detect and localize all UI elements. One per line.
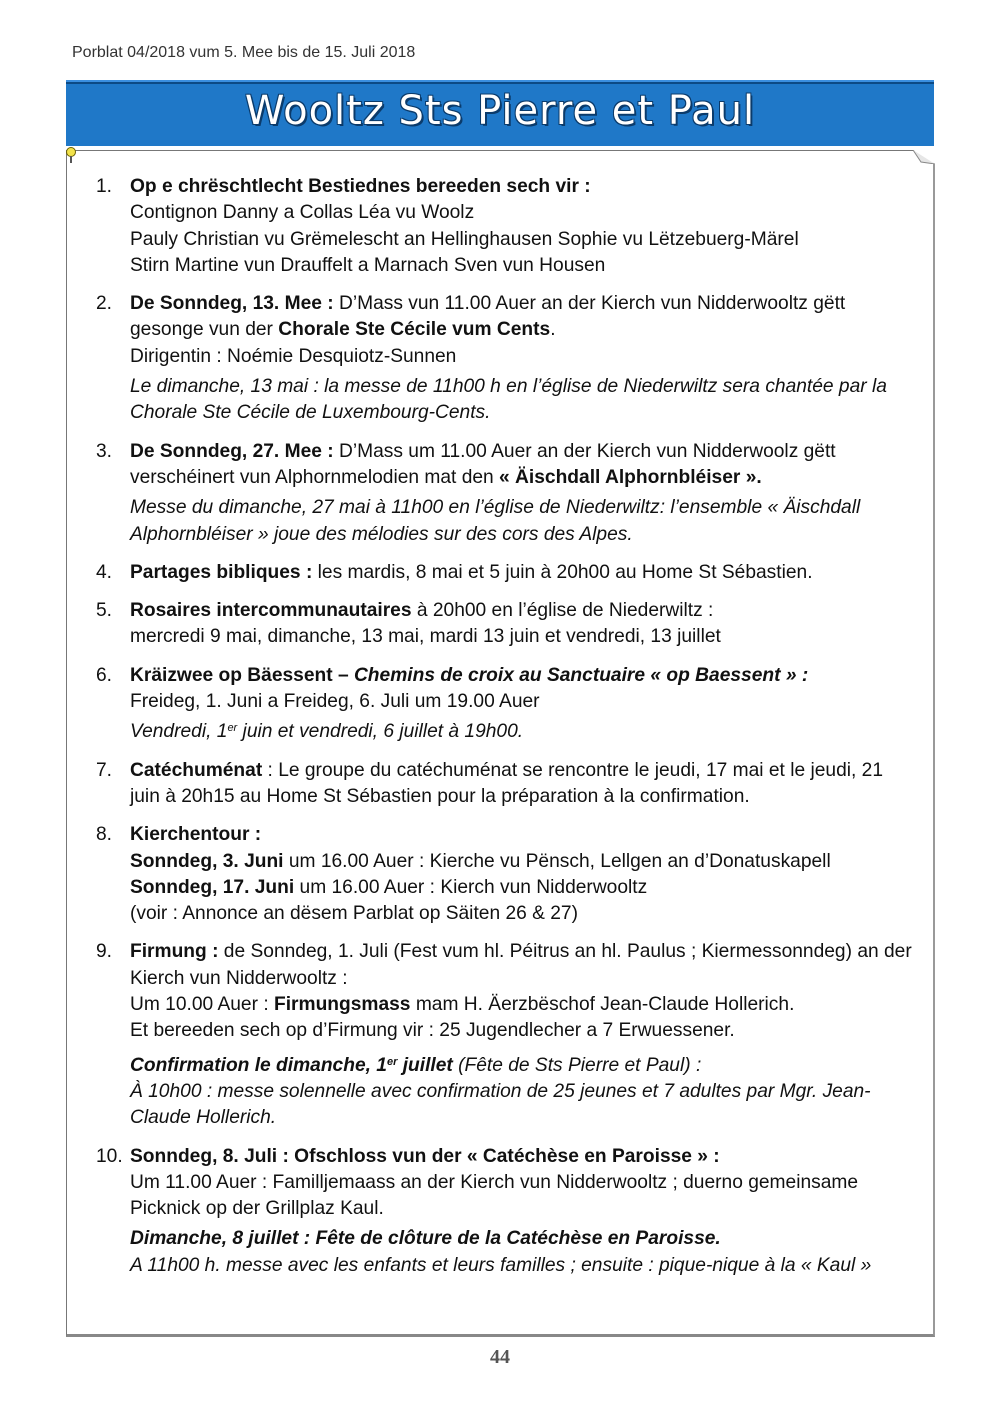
- item-line: Et bereeden sech op d’Firmung vir : 25 Jugendlecher a 7 Erwuessener.: [130, 1020, 735, 1042]
- list-item: [96, 822, 916, 927]
- item-line: [130, 849, 916, 875]
- item-line: [130, 992, 916, 1018]
- item-heading: De Sonndeg, 27. Mee :: [130, 440, 334, 462]
- list-item: [96, 439, 916, 548]
- item-heading: Sonndeg, 8. Juli : Ofschloss vun der « Catéchèse en Paroisse » :: [130, 1145, 720, 1167]
- date-label: Sonndeg, 17. Juni: [130, 876, 295, 898]
- item-heading: Op e chrëschtlecht Bestiednes bereeden sech vir :: [130, 176, 591, 197]
- item-body: Um 10.00 Auer :: [130, 994, 274, 1016]
- item-number: 9.: [96, 941, 113, 963]
- list-item: [96, 1144, 916, 1279]
- item-body: um 16.00 Auer : Kierch vun Nidderwooltz: [294, 876, 648, 898]
- item-number: 10.: [96, 1145, 123, 1167]
- item-body: : Le groupe du catéchuménat se rencontre le jeudi, 17 mai et le jeudi, 21 juin à 20h15 au Home St Sébastien pour la préparation à la confirmation.: [130, 759, 884, 807]
- item-text: [130, 439, 916, 492]
- item-number: 7.: [96, 759, 113, 781]
- item-line: (voir : Annonce an dësem Parblat op Säiten 26 & 27): [130, 903, 578, 925]
- item-body: D’Mass vun 11.00 Auer an der Kierch vun Nidderwooltz gëtt gesonge vun der: [130, 293, 846, 341]
- page-curl-icon: [913, 150, 935, 164]
- fr-part: juin et vendredi, 6 juillet à 19h00.: [237, 721, 524, 743]
- item-number: 1.: [96, 176, 113, 197]
- fr-superscript: er: [227, 722, 238, 735]
- choir-name: Chorale Ste Cécile vum Cents: [278, 319, 551, 341]
- french-translation: A 11h00 h. messe avec les enfants et leurs familles ; ensuite : pique-nique à la « Kaul »: [130, 1254, 872, 1276]
- item-number: 8.: [96, 824, 113, 846]
- item-heading-french: Chemins de croix au Sanctuaire « op Baessent » :: [353, 664, 809, 686]
- item-body: um 16.00 Auer : Kierche vu Pënsch, Lellgen an d’Donatuskapell: [283, 850, 831, 872]
- list-item: [96, 663, 916, 746]
- item-number: 2.: [96, 293, 113, 315]
- announcement-list: [96, 174, 916, 1291]
- mass-label: Firmungsmass: [273, 994, 411, 1016]
- ensemble-name: « Äischdall Alphornbléiser ».: [499, 466, 762, 488]
- list-item: [96, 939, 916, 1131]
- french-heading: [130, 1049, 916, 1079]
- list-item: [96, 560, 916, 586]
- fr-bold: juillet: [397, 1054, 453, 1076]
- french-translation: Le dimanche, 13 mai : la messe de 11h00 h en l’église de Niederwiltz sera chantée par la Chorale Ste Cécile de Luxembourg-Cents.: [130, 376, 887, 424]
- pushpin-icon: [64, 146, 78, 164]
- item-body: les mardis, 8 mai et 5 juin à 20h00 au Home St Sébastien.: [312, 561, 813, 583]
- item-number: 6.: [96, 664, 113, 686]
- item-heading: Partages bibliques :: [130, 561, 313, 583]
- fr-part: (Fête de Sts Pierre et Paul) :: [452, 1054, 702, 1076]
- item-heading: Kräizwee op Bäessent –: [130, 664, 354, 686]
- date-label: Sonndeg, 3. Juni: [130, 850, 284, 872]
- item-text: [130, 939, 916, 992]
- title-banner: [66, 80, 934, 146]
- fr-part: Vendredi, 1: [130, 721, 228, 743]
- item-line: Contignon Danny a Collas Léa vu Woolz: [130, 202, 475, 224]
- page-title: Wooltz Sts Pierre et Paul: [244, 88, 756, 134]
- item-number: 3.: [96, 440, 113, 462]
- item-body-end: .: [550, 319, 556, 341]
- list-item: [96, 291, 916, 426]
- item-number: 5.: [96, 600, 113, 622]
- item-heading: Rosaires intercommunautaires: [130, 600, 412, 622]
- item-body: mam H. Äerzbëschof Jean-Claude Hollerich.: [410, 994, 795, 1016]
- item-body: à 20h00 en l’église de Niederwiltz :: [411, 600, 714, 622]
- list-item: [96, 174, 916, 279]
- item-text: [130, 291, 916, 344]
- french-translation: À 10h00 : messe solennelle avec confirmation de 25 jeunes et 7 adultes par Mgr. Jean-Claude Hollerich.: [130, 1080, 871, 1129]
- item-body: de Sonndeg, 1. Juli (Fest vum hl. Péitrus an hl. Paulus ; Kiermessonndeg) an der Kierch vun Nidderwooltz :: [130, 941, 912, 989]
- page-number: 44: [490, 1346, 510, 1368]
- item-text: [130, 560, 916, 586]
- fr-bold: Confirmation le dimanche, 1: [130, 1054, 387, 1076]
- list-item: [96, 598, 916, 651]
- list-item: [96, 758, 916, 811]
- item-line: Stirn Martine vun Drauffelt a Marnach Sven vun Housen: [130, 254, 606, 276]
- fr-superscript: er: [386, 1055, 398, 1068]
- item-heading: Firmung :: [130, 941, 219, 963]
- item-heading: De Sonndeg, 13. Mee :: [130, 293, 334, 315]
- french-heading: Dimanche, 8 juillet : Fête de clôture de la Catéchèse en Paroisse.: [130, 1228, 721, 1250]
- item-heading: Kierchentour :: [130, 824, 262, 846]
- item-text: [130, 758, 916, 811]
- running-head: Porblat 04/2018 vum 5. Mee bis de 15. Juli 2018: [72, 44, 416, 61]
- item-line: Freideg, 1. Juni a Freideg, 6. Juli um 19.00 Auer: [130, 691, 540, 713]
- item-text: [130, 598, 916, 624]
- item-line: Um 11.00 Auer : Familljemaass an der Kierch vun Nidderwooltz ; duerno gemeinsame Picknick op der Grillplaz Kaul.: [130, 1171, 859, 1220]
- item-number: 4.: [96, 561, 113, 583]
- item-heading: Catéchuménat: [130, 759, 263, 781]
- item-body: D’Mass um 11.00 Auer an der Kierch vun Nidderwoolz gëtt verschéinert vun Alphornmelodien mat den: [130, 440, 836, 488]
- item-line: Pauly Christian vu Grëmelescht an Hellinghausen Sophie vu Lëtzebuerg-Märel: [130, 228, 799, 250]
- item-line: mercredi 9 mai, dimanche, 13 mai, mardi 13 juin et vendredi, 13 juillet: [130, 626, 721, 648]
- item-text: [130, 663, 916, 689]
- french-translation: [130, 715, 916, 745]
- item-line: Dirigentin : Noémie Desquiotz-Sunnen: [130, 345, 457, 367]
- french-translation: Messe du dimanche, 27 mai à 11h00 en l’église de Niederwiltz: l’ensemble « Äischdall Alphornbléiser » joue des mélodies sur des cors des Alpes.: [130, 497, 861, 545]
- item-line: [130, 875, 916, 901]
